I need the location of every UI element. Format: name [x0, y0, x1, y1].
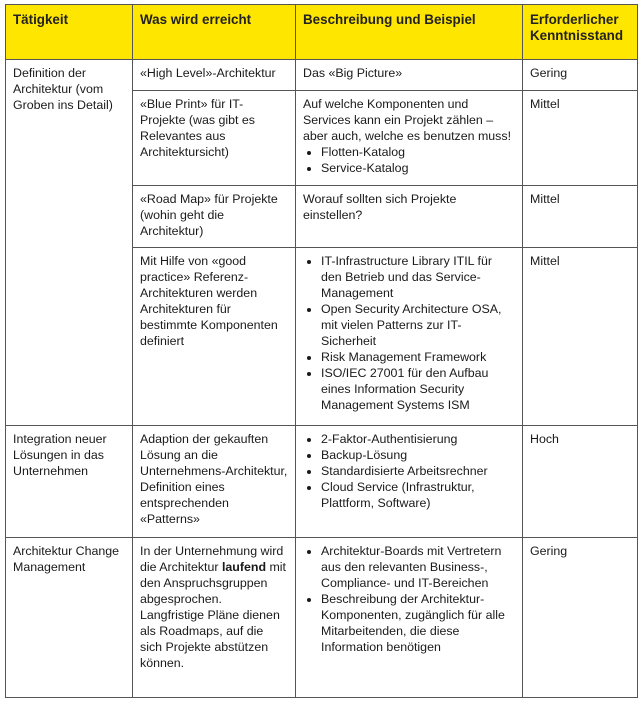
list-item: • Backup-Lösung [321, 447, 515, 463]
list-item: • Flotten-Katalog [321, 144, 515, 160]
level-cell: Gering [523, 60, 638, 91]
description-cell [296, 91, 523, 186]
goal-cell: Mit Hilfe von «good practice» Referenz-Architekturen werden Architekturen für bestimmte Komponenten definiert [133, 248, 296, 426]
description-cell [296, 538, 523, 698]
level-cell: Gering [523, 538, 638, 698]
list-item: • ISO/IEC 27001 für den Aufbau eines Information Security Management Systems ISM [321, 365, 515, 413]
table-row [6, 60, 638, 91]
table-row [6, 426, 638, 538]
activity-cell: Architektur Change Management [6, 538, 133, 698]
header-goal: Was wird erreicht [133, 5, 296, 60]
goal-cell [133, 538, 296, 698]
activity-cell: Definition der Architektur (vom Groben ins Detail) [6, 60, 133, 426]
level-cell: Mittel [523, 248, 638, 426]
goal-text-pre: In der Unternehmung wird die Architektur [140, 544, 284, 574]
list-item: • Standardisierte Arbeitsrechner [321, 463, 515, 479]
header-description: Beschreibung und Beispiel [296, 5, 523, 60]
goal-cell: «Road Map» für Projekte (wohin geht die Architektur) [133, 186, 296, 248]
header-row [6, 5, 638, 60]
description-text: Auf welche Komponenten und Services kann ein Projekt zählen – aber auch, welche es benutzen muss! [303, 97, 512, 143]
list-item: • Service-Katalog [321, 160, 515, 176]
description-cell: Worauf sollten sich Projekte einstellen? [296, 186, 523, 248]
description-cell [296, 426, 523, 538]
list-item: • Architektur-Boards mit Vertretern aus den relevanten Business-, Compliance- und IT-Bereichen [321, 543, 515, 591]
list-item: • 2-Faktor-Authentisierung [321, 431, 515, 447]
description-cell: Das «Big Picture» [296, 60, 523, 91]
goal-cell: «High Level»-Architektur [133, 60, 296, 91]
bullet-list [303, 431, 515, 511]
level-cell: Mittel [523, 91, 638, 186]
header-activity: Tätigkeit [6, 5, 133, 60]
header-knowledge-level: Erforderlicher Kenntnisstand [523, 5, 638, 60]
goal-cell: «Blue Print» für IT-Projekte (was gibt es Relevantes aus Architektursicht) [133, 91, 296, 186]
bullet-list [303, 253, 515, 413]
table-row [6, 538, 638, 698]
goal-text-post: mit den Anspruchsgruppen abgesprochen. Langfristige Pläne dienen als Roadmaps, auf die sich Projekte abstützen können. [140, 560, 287, 670]
goal-text-emphasis: laufend [221, 560, 267, 574]
level-cell: Hoch [523, 426, 638, 538]
bullet-list [303, 543, 515, 655]
list-item: • IT-Infrastructure Library ITIL für den Betrieb und das Service-Management [321, 253, 515, 301]
list-item: • Open Security Architecture OSA, mit vielen Patterns zur IT-Sicherheit [321, 301, 515, 349]
activity-cell: Integration neuer Lösungen in das Unternehmen [6, 426, 133, 538]
description-cell [296, 248, 523, 426]
list-item: • Cloud Service (Infrastruktur, Plattform, Software) [321, 479, 515, 511]
bullet-list [303, 144, 515, 176]
architecture-activities-table [5, 4, 638, 698]
list-item: • Beschreibung der Architektur-Komponenten, zugänglich für alle Mitarbeitenden, die diese Information benötigen [321, 591, 515, 655]
list-item: • Risk Management Framework [321, 349, 515, 365]
level-cell: Mittel [523, 186, 638, 248]
goal-cell: Adaption der gekauften Lösung an die Unternehmens-Architektur, Definition eines entsprechenden «Patterns» [133, 426, 296, 538]
